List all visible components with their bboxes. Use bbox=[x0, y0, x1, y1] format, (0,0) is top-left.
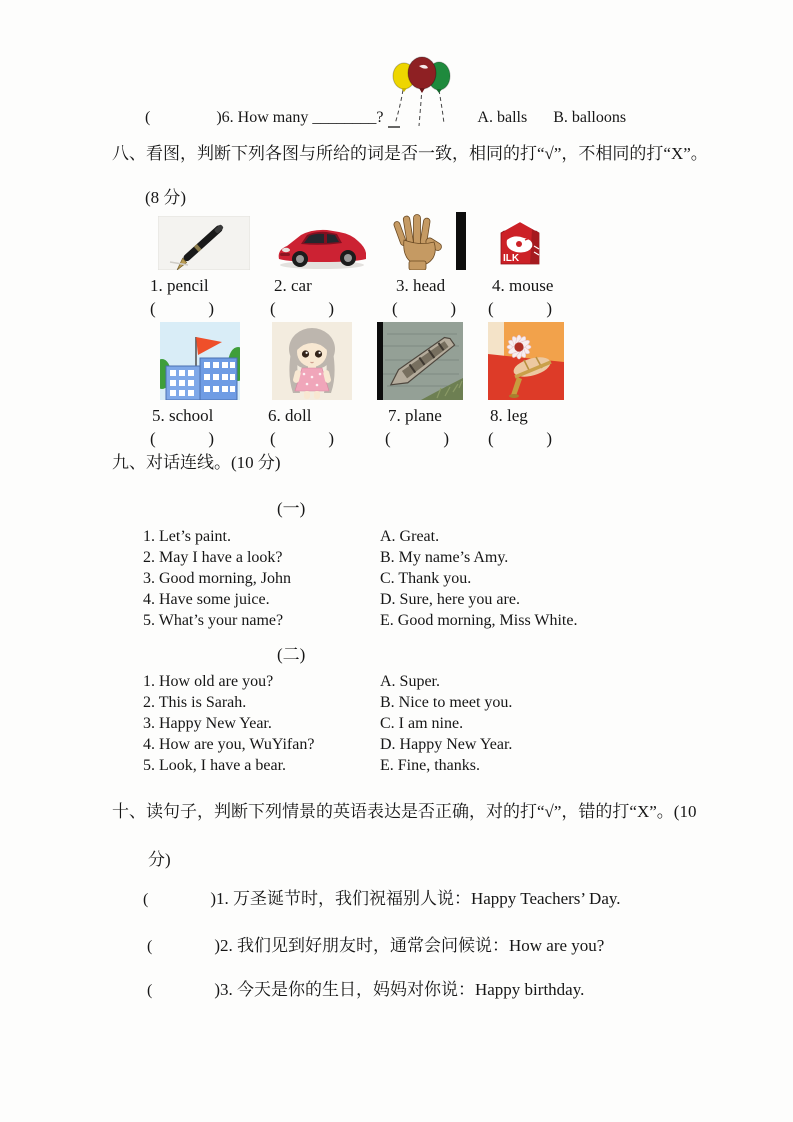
match-row bbox=[143, 755, 512, 776]
match-left: 1. How old are you? bbox=[143, 673, 274, 690]
picture-label: 8. leg bbox=[490, 406, 528, 425]
match-right: A. Super. bbox=[380, 673, 440, 690]
match-row bbox=[143, 610, 577, 631]
answer-blank bbox=[488, 429, 552, 449]
answer-blank bbox=[150, 299, 214, 319]
match-row bbox=[143, 713, 512, 734]
judgement-item-2 bbox=[147, 931, 604, 956]
match-row bbox=[143, 526, 577, 547]
match-left: 5. What’s your name? bbox=[143, 612, 284, 629]
match-row bbox=[143, 568, 577, 589]
match-row bbox=[143, 734, 512, 755]
picture-item-plane bbox=[377, 322, 495, 449]
match-right: D. Happy New Year. bbox=[380, 736, 513, 753]
q6-option-a: A. balls bbox=[477, 109, 528, 126]
judgement-text: )3. 今天是你的生日，妈妈对你说：Happy birthday. bbox=[214, 980, 585, 999]
answer-blank bbox=[270, 429, 334, 449]
open-paren: ( bbox=[488, 299, 494, 318]
question-6-row bbox=[145, 109, 626, 127]
picture-item-car bbox=[268, 210, 386, 319]
open-paren: ( bbox=[147, 982, 153, 999]
answer-blank bbox=[385, 429, 449, 449]
picture-item-leg bbox=[486, 322, 604, 449]
q6-option-b: B. balloons bbox=[553, 109, 627, 126]
picture-label: 4. mouse bbox=[492, 276, 554, 295]
section9-heading: 九、对话连线。(10 分) bbox=[112, 453, 281, 472]
match-right: A. Great. bbox=[380, 528, 440, 545]
picture-label: 6. doll bbox=[268, 406, 312, 425]
dialogue-part1-list bbox=[143, 526, 577, 631]
open-paren: ( bbox=[488, 429, 494, 448]
picture-label: 2. car bbox=[274, 276, 312, 295]
section10-heading-line1: 十、读句子，判断下列情景的英语表达是否正确，对的打“√”，错的打“X”。(10 bbox=[112, 802, 697, 821]
match-right: C. I am nine. bbox=[380, 715, 464, 732]
section8-heading: 八、看图，判断下列各图与所给的词是否一致，相同的打“√”，不相同的打“X”。 bbox=[112, 144, 708, 163]
section8-points: (8 分) bbox=[145, 188, 187, 207]
school-building-image bbox=[160, 322, 240, 400]
answer-blank bbox=[488, 299, 552, 319]
close-paren: ) bbox=[208, 429, 214, 448]
picture-label: 1. pencil bbox=[150, 276, 209, 295]
answer-blank bbox=[270, 299, 334, 319]
picture-item-school bbox=[148, 322, 266, 449]
close-paren: ) bbox=[443, 429, 449, 448]
dialogue-part2-list bbox=[143, 671, 512, 776]
judgement-item-1 bbox=[143, 884, 621, 909]
match-left: 2. May I have a look? bbox=[143, 549, 283, 566]
milk-carton-image bbox=[494, 216, 546, 270]
match-right: B. My name’s Amy. bbox=[380, 549, 509, 566]
open-paren: ( bbox=[143, 891, 149, 908]
judgement-text: )2. 我们见到好朋友时，通常会问候说：How are you? bbox=[214, 936, 605, 955]
close-paren: ) bbox=[546, 299, 552, 318]
picture-item-mouse bbox=[486, 210, 604, 319]
match-left: 5. Look, I have a bear. bbox=[143, 757, 287, 774]
q6-text: )6. How many ________? bbox=[216, 109, 384, 126]
match-left: 4. Have some juice. bbox=[143, 591, 270, 608]
open-paren: ( bbox=[392, 299, 398, 318]
open-paren: ( bbox=[150, 299, 156, 318]
match-row bbox=[143, 671, 512, 692]
picture-label: 5. school bbox=[152, 406, 214, 425]
match-right: D. Sure, here you are. bbox=[380, 591, 520, 608]
wooden-boat-image bbox=[377, 322, 463, 400]
open-paren: ( bbox=[150, 429, 156, 448]
high-heel-shoe-image bbox=[488, 322, 564, 400]
dialogue-part1-title: (一) bbox=[277, 499, 306, 518]
picture-label: 7. plane bbox=[388, 406, 442, 425]
answer-blank bbox=[150, 429, 214, 449]
open-hand-image bbox=[392, 214, 444, 270]
open-paren: ( bbox=[270, 429, 276, 448]
red-car-image bbox=[274, 222, 370, 270]
open-paren: ( bbox=[385, 429, 391, 448]
match-row bbox=[143, 692, 512, 713]
section10-heading-line2: 分) bbox=[148, 850, 171, 869]
match-left: 2. This is Sarah. bbox=[143, 694, 247, 711]
picture-label: 3. head bbox=[396, 276, 446, 295]
fountain-pen-image bbox=[158, 216, 250, 270]
judgement-text: )1. 万圣诞节时，我们祝福别人说：Happy Teachers’ Day. bbox=[210, 889, 621, 908]
answer-blank bbox=[392, 299, 456, 319]
picture-item-doll bbox=[268, 322, 386, 449]
close-paren: ) bbox=[328, 299, 334, 318]
judgement-item-3 bbox=[147, 975, 584, 1000]
dialogue-part2-title: (二) bbox=[277, 645, 306, 664]
open-paren: ( bbox=[270, 299, 276, 318]
match-right: C. Thank you. bbox=[380, 570, 472, 587]
match-row bbox=[143, 589, 577, 610]
open-paren: ( bbox=[147, 938, 153, 955]
match-left: 3. Happy New Year. bbox=[143, 715, 272, 732]
match-left: 4. How are you, WuYifan? bbox=[143, 736, 315, 753]
q6-open-paren: ( bbox=[145, 109, 151, 126]
match-left: 1. Let’s paint. bbox=[143, 528, 231, 545]
close-paren: ) bbox=[328, 429, 334, 448]
match-right: B. Nice to meet you. bbox=[380, 694, 513, 711]
close-paren: ) bbox=[450, 299, 456, 318]
svg-text:ILK: ILK bbox=[503, 253, 520, 264]
match-left: 3. Good morning, John bbox=[143, 570, 291, 587]
match-row bbox=[143, 547, 577, 568]
black-bar bbox=[456, 212, 466, 270]
doll-image bbox=[272, 322, 352, 400]
picture-item-pencil bbox=[148, 210, 266, 319]
match-right: E. Fine, thanks. bbox=[380, 757, 480, 774]
close-paren: ) bbox=[208, 299, 214, 318]
close-paren: ) bbox=[546, 429, 552, 448]
match-right: E. Good morning, Miss White. bbox=[380, 612, 578, 629]
